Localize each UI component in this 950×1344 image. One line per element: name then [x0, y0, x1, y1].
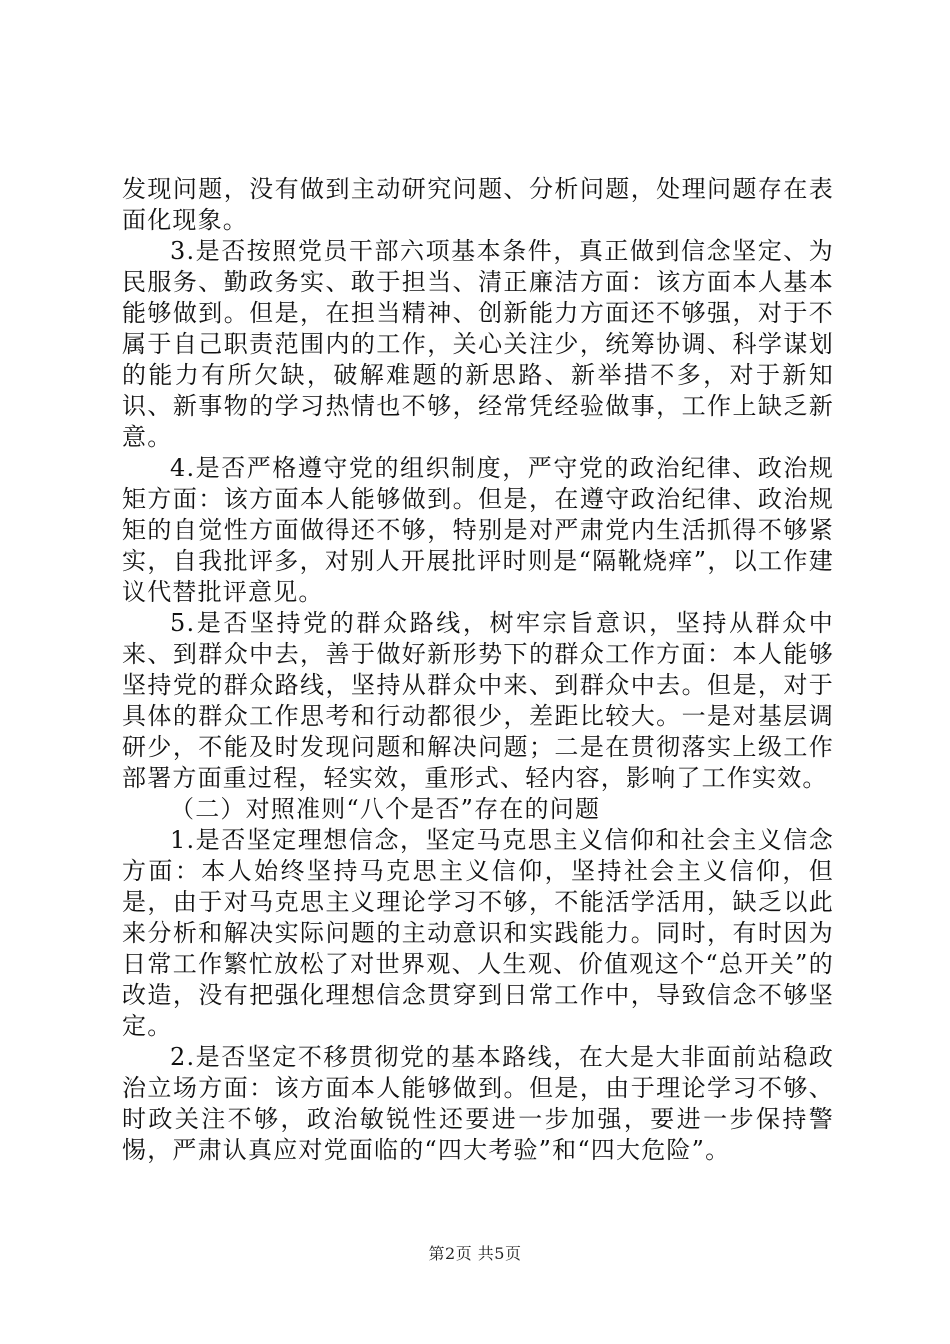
document-body: [122, 174, 834, 1166]
paragraph-section2-item-2: 2.是否坚定不移贯彻党的基本路线，在大是大非面前站稳政治立场方面：该方面本人能够做到。但是，由于理论学习不够、时政关注不够，政治敏锐性还要进一步加强，要进一步保持警惕，严肃认真应对党面临的“四大考验”和“四大危险”。: [122, 1043, 834, 1164]
page-footer: 第2页 共5页: [428, 1244, 522, 1263]
paragraph-item-5: 5.是否坚持党的群众路线，树牢宗旨意识，坚持从群众中来、到群众中去，善于做好新形势下的群众工作方面：本人能够坚持党的群众路线，坚持从群众中来、到群众中去。但是，对于具体的群众工作思考和行动都很少，差距比较大。一是对基层调研少，不能及时发现问题和解决问题；二是在贯彻落实上级工作部署方面重过程，轻实效，重形式、轻内容，影响了工作实效。: [122, 609, 834, 792]
paragraph-item-3: 3.是否按照党员干部六项基本条件，真正做到信念坚定、为民服务、勤政务实、敢于担当、清正廉洁方面：该方面本人基本能够做到。但是，在担当精神、创新能力方面还不够强，对于不属于自己职责范围内的工作，关心关注少，统筹协调、科学谋划的能力有所欠缺，破解难题的新思路、新举措不多，对于新知识、新事物的学习热情也不够，经常凭经验做事，工作上缺乏新意。: [122, 237, 834, 451]
paragraph-item-4: 4.是否严格遵守党的组织制度，严守党的政治纪律、政治规矩方面：该方面本人能够做到。但是，在遵守政治纪律、政治规矩的自觉性方面做得还不够，特别是对严肃党内生活抓得不够紧实，自我批评多，对别人开展批评时则是“隔靴烧痒”，以工作建议代替批评意见。: [122, 454, 834, 606]
paragraph-continuation: 发现问题，没有做到主动研究问题、分析问题，处理问题存在表面化现象。: [122, 175, 834, 234]
paragraph-section2-item-1: 1.是否坚定理想信念，坚定马克思主义信仰和社会主义信念方面：本人始终坚持马克思主义信仰，坚持社会主义信仰，但是，由于对马克思主义理论学习不够，不能活学活用，缺乏以此来分析和解决实际问题的主动意识和实践能力。同时，有时因为日常工作繁忙放松了对世界观、人生观、价值观这个“总开关”的改造，没有把强化理想信念贯穿到日常工作中，导致信念不够坚定。: [122, 826, 834, 1040]
section-heading-2: （二）对照准则“八个是否”存在的问题: [170, 795, 601, 823]
